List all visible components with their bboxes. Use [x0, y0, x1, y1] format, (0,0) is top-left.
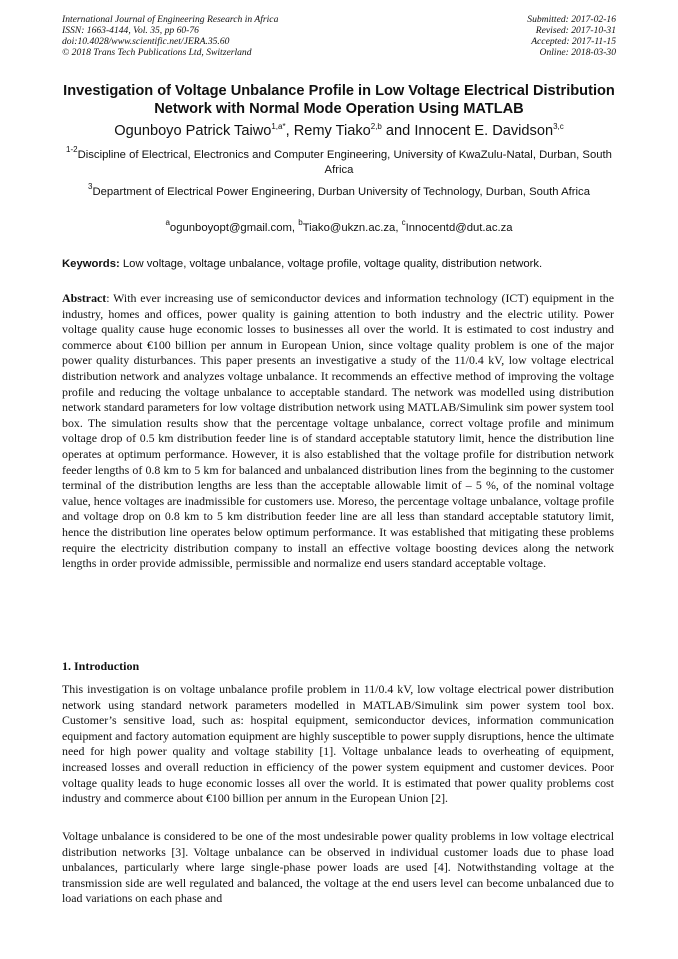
email-address[interactable]: Innocentd@dut.ac.za: [405, 222, 513, 234]
issn-line: ISSN: 1663-4144, Vol. 35, pp 60-76: [62, 25, 199, 36]
revised-date: Revised: 2017-10-31: [535, 25, 616, 36]
section-heading: 1. Introduction: [62, 659, 140, 673]
intro-paragraph: Voltage unbalance is considered to be one of the most undesirable power quality problems in low voltage electrical distribution networks [3]. Voltage unbalance can be observed in individual customer loads due to phase load unbalances, particularly where large single-phase power loads are used [4]. Notwithstanding voltage at the transmission side are well regulated and balanced, the voltage at the end users level can become unbalanced due to load variations on each phase and: [62, 829, 614, 906]
email-mark: b: [298, 218, 303, 227]
author-name: Innocent E. Davidson: [414, 123, 554, 139]
author-name: Ogunboyo Patrick Taiwo: [114, 123, 272, 139]
email-list: [62, 218, 616, 236]
author-name: Remy Tiako: [293, 123, 371, 139]
paper-title: Investigation of Voltage Unbalance Profile in Low Voltage Electrical Distribution Network with Normal Mode Operation Using MATLAB: [63, 83, 615, 117]
dates-header: [527, 14, 616, 58]
copyright-line: © 2018 Trans Tech Publications Ltd, Switzerland: [62, 47, 252, 58]
keywords-text: Low voltage, voltage unbalance, voltage profile, voltage quality, distribution network.: [119, 258, 543, 270]
email-mark: c: [401, 218, 406, 227]
email-separator: ,: [291, 222, 299, 234]
author-and: and: [381, 123, 415, 139]
affiliation-mark: 1-2: [66, 145, 78, 154]
author-affiliation-mark: 2,b: [370, 122, 382, 131]
email-mark: a: [165, 218, 170, 227]
accepted-date: Accepted: 2017-11-15: [531, 36, 616, 47]
intro-paragraph: This investigation is on voltage unbalance profile problem in 11/0.4 kV, low voltage electrical power distribution network using standard network parameters modelled in MATLAB/Simulink sim power system tool box. Customer’s sensitive load, such as: hospital equipment, semiconductor devices, information communication equipment and factory automation equipment are highly susceptible to power supply disruptions, hence the ultimate need for high power quality and voltage stability [1]. Voltage unbalance leads to overheating of equipment, increased losses and overall reduction in efficiency of the power system equipment and customer devices. Poor voltage quality leads to huge economic losses all over the world. It is estimated that power quality problems cost industry and commerce about €100 billion per annum in the European Union [2].: [62, 682, 614, 806]
submitted-date: Submitted: 2017-02-16: [527, 14, 616, 25]
keywords: [62, 257, 616, 271]
affiliation-text: Discipline of Electrical, Electronics and Computer Engineering, University of KwaZulu-Natal, Durban, South Africa: [77, 149, 612, 176]
affiliation: [62, 182, 616, 200]
email-separator: ,: [395, 222, 402, 234]
journal-name: International Journal of Engineering Research in Africa: [62, 14, 279, 25]
author-separator: ,: [285, 123, 294, 139]
author-list: [62, 122, 616, 140]
affiliation-text: Department of Electrical Power Engineering, Durban University of Technology, Durban, South Africa: [92, 186, 590, 198]
abstract-label: Abstract: [62, 291, 107, 305]
author-affiliation-mark: 1,a*: [271, 122, 286, 131]
affiliation: [62, 145, 616, 178]
email-address[interactable]: Tiako@ukzn.ac.za: [302, 222, 396, 234]
keywords-label: Keywords:: [62, 258, 120, 270]
email-address[interactable]: ogunboyopt@gmail.com: [169, 222, 292, 234]
online-date: Online: 2018-03-30: [539, 47, 616, 58]
abstract-text: : With ever increasing use of semiconductor devices and information technology (ICT) equipment in the industry, homes and offices, power quality is gaining attention to both industry and the electric utility. Power voltage quality cause huge economic losses to businesses all over the world. It is estimated to cost industry and commerce about €100 billion per annum in European Union, since voltage quality problem is one of the major power quality disturbances. This paper presents an investigative a study of the 11/0.4 kV, low voltage electrical distribution network and analyzes voltage unbalance. It recommends an effective method of improving the voltage profile and reducing the voltage unbalance to acceptable standard. The network was modelled using distribution network standard parameters for low voltage distribution network using MATLAB/Simulink sim power system tool box. The simulation results show that the percentage voltage unbalance, correct voltage profile and minimum voltage drop of 0.5 km distribution feeder line is of standard acceptable statutory limit, hence the distribution line operates at optimum performance. However, it is also established that the voltage profile for distribution network feeder lengths of 0.8 km to 5 km for balanced and unbalanced distribution lines from the beginning to the customer terminal of the distribution lengths are less than the acceptable allowable limit of – 5 %, of the nominal voltage value, hence voltages are inadmissible for customers use. Moreso, the percentage voltage unbalance, voltage profile and voltage drop on 0.8 km to 5 km distribution feeder line are all less than standard acceptable statutory limit, hence the distribution line operates below optimum performance. It was established that mitigating these problems require the electricity distribution company to install an effective voltage boosting devices along the network lengths in order provide admissible, permissible and normalize end users standard acceptable voltage.: [62, 291, 614, 571]
doi-line: doi:10.4028/www.scientific.net/JERA.35.60: [62, 36, 230, 47]
author-affiliation-mark: 3,c: [553, 122, 564, 131]
affiliation-mark: 3: [88, 182, 93, 191]
abstract: [62, 291, 614, 572]
journal-header: [62, 14, 278, 58]
